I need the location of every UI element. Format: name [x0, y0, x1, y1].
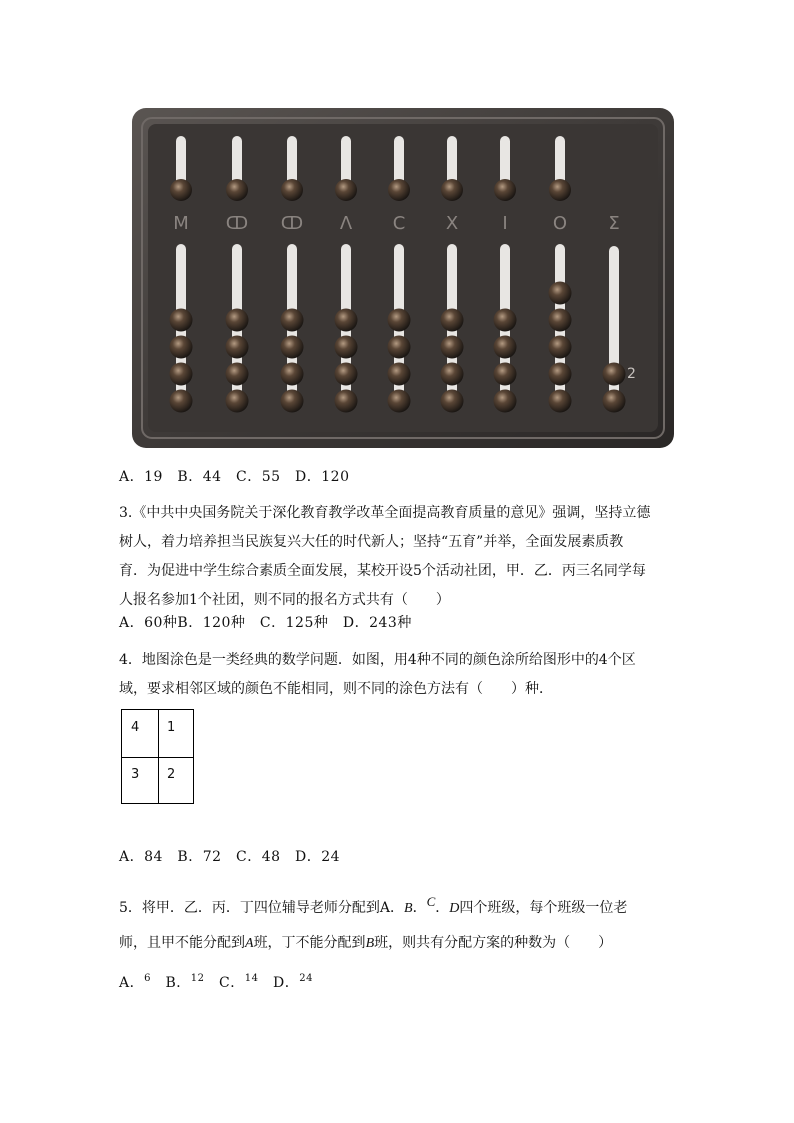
q5-opt-value: 14	[244, 973, 259, 984]
region-label: 2	[167, 767, 176, 782]
lower-bead	[494, 309, 517, 332]
q4-options: A．84 B．72 C．48 D．24	[119, 849, 341, 865]
lower-bead	[441, 336, 464, 359]
lower-bead	[226, 363, 249, 386]
q5-text: ．	[435, 900, 450, 916]
q4-line: 域，要求相邻区域的颜色不能相同，则不同的涂色方法有（ ）种．	[119, 681, 553, 697]
lower-bead	[335, 363, 358, 386]
lower-bead	[494, 336, 517, 359]
q5-line-1	[119, 885, 679, 926]
lower-bead	[549, 336, 572, 359]
lower-bead	[226, 336, 249, 359]
q5-opt: A．	[119, 975, 145, 991]
lower-bead	[549, 309, 572, 332]
upper-bead	[335, 179, 357, 201]
question-3	[119, 499, 679, 615]
lower-bead	[388, 309, 411, 332]
lower-bead	[281, 336, 304, 359]
upper-bead	[170, 179, 192, 201]
q5-text: 5．将甲．乙．丙．丁四位辅导老师分配到A．	[119, 900, 405, 916]
q5-var: D	[449, 901, 460, 916]
column-symbol: Σ	[608, 213, 620, 234]
lower-bead	[549, 390, 572, 413]
lower-bead	[226, 390, 249, 413]
q5-var: C	[426, 894, 436, 909]
q5-opt: D．	[258, 975, 300, 991]
q4-line: 4．地图涂色是一类经典的数学问题．如图，用4种不同的颜色涂所给图形中的4个区	[119, 652, 636, 668]
column-symbol: I	[502, 213, 508, 234]
q5-text: 班，丁不能分配到	[253, 935, 366, 951]
lower-bead	[335, 390, 358, 413]
lower-bead	[170, 309, 193, 332]
lower-bead	[281, 363, 304, 386]
lower-bead	[335, 336, 358, 359]
q5-text: 班，则共有分配方案的种数为（ ）	[374, 935, 613, 951]
column-symbol: ↀ	[280, 213, 304, 234]
lower-bead	[170, 390, 193, 413]
lower-bead	[335, 309, 358, 332]
q5-var: A	[245, 936, 254, 951]
lower-bead	[226, 309, 249, 332]
lower-bead	[388, 336, 411, 359]
q3-line: 树人，着力培养担当民族复兴大任的时代新人；坚持“五育”并举，全面发展素质教	[119, 534, 624, 550]
q5-opt-value: 24	[299, 973, 313, 984]
coloring-grid	[121, 709, 194, 804]
lower-bead	[281, 390, 304, 413]
lower-bead	[388, 363, 411, 386]
question-5	[119, 885, 679, 961]
upper-bead	[441, 179, 463, 201]
lower-bead	[549, 282, 572, 305]
lower-bead	[441, 363, 464, 386]
q5-text: 四个班级，每个班级一位老	[459, 900, 628, 916]
q3-line: 3.《中共中央国务院关于深化教育教学改革全面提高教育质量的意见》强调，坚持立德	[119, 505, 651, 521]
q2-options: A．19 B．44 C．55 D．120	[119, 469, 350, 485]
lower-bead	[441, 390, 464, 413]
q5-opt-value: 6	[144, 973, 151, 984]
lower-bead	[603, 363, 626, 386]
q3-options: A．60种B．120种 C．125种 D．243种	[119, 615, 412, 631]
column-symbol: C	[392, 213, 406, 234]
upper-bead	[494, 179, 516, 201]
upper-bead	[388, 179, 410, 201]
q3-line: 人报名参加1个社团，则不同的报名方式共有（ ）	[119, 592, 450, 608]
upper-bead	[226, 179, 248, 201]
column-symbol: X	[445, 213, 459, 234]
lower-bead	[170, 363, 193, 386]
column-symbol: ⴷ	[339, 213, 353, 234]
q5-line-2	[119, 926, 679, 961]
q3-line: 育．为促进中学生综合素质全面发展，某校开设5个活动社团，甲．乙．丙三名同学每	[119, 563, 646, 579]
q5-opt-value: 12	[190, 973, 205, 984]
column-annotation: 2	[627, 366, 636, 382]
q5-text: ．	[412, 900, 427, 916]
q5-opt: C．	[204, 975, 245, 991]
q5-var: B	[404, 901, 413, 916]
lower-bead	[494, 390, 517, 413]
q5-text: 师，且甲不能分配到	[119, 935, 245, 951]
region-label: 3	[131, 767, 140, 782]
column-symbol: M	[173, 213, 189, 234]
q5-var: B	[365, 936, 375, 951]
column-symbol: O	[552, 213, 568, 234]
lower-bead	[549, 363, 572, 386]
q5-options	[119, 972, 313, 992]
question-4	[119, 646, 679, 704]
upper-bead	[281, 179, 303, 201]
lower-bead	[494, 363, 517, 386]
upper-bead	[549, 179, 571, 201]
abacus-image	[132, 108, 674, 448]
column-symbol: ↀ	[225, 213, 249, 234]
region-label: 1	[167, 720, 176, 735]
lower-bead	[603, 390, 626, 413]
lower-bead	[441, 309, 464, 332]
q5-opt: B．	[151, 975, 191, 991]
lower-bead	[281, 309, 304, 332]
region-label: 4	[131, 720, 140, 735]
lower-bead	[170, 336, 193, 359]
lower-bead	[388, 390, 411, 413]
